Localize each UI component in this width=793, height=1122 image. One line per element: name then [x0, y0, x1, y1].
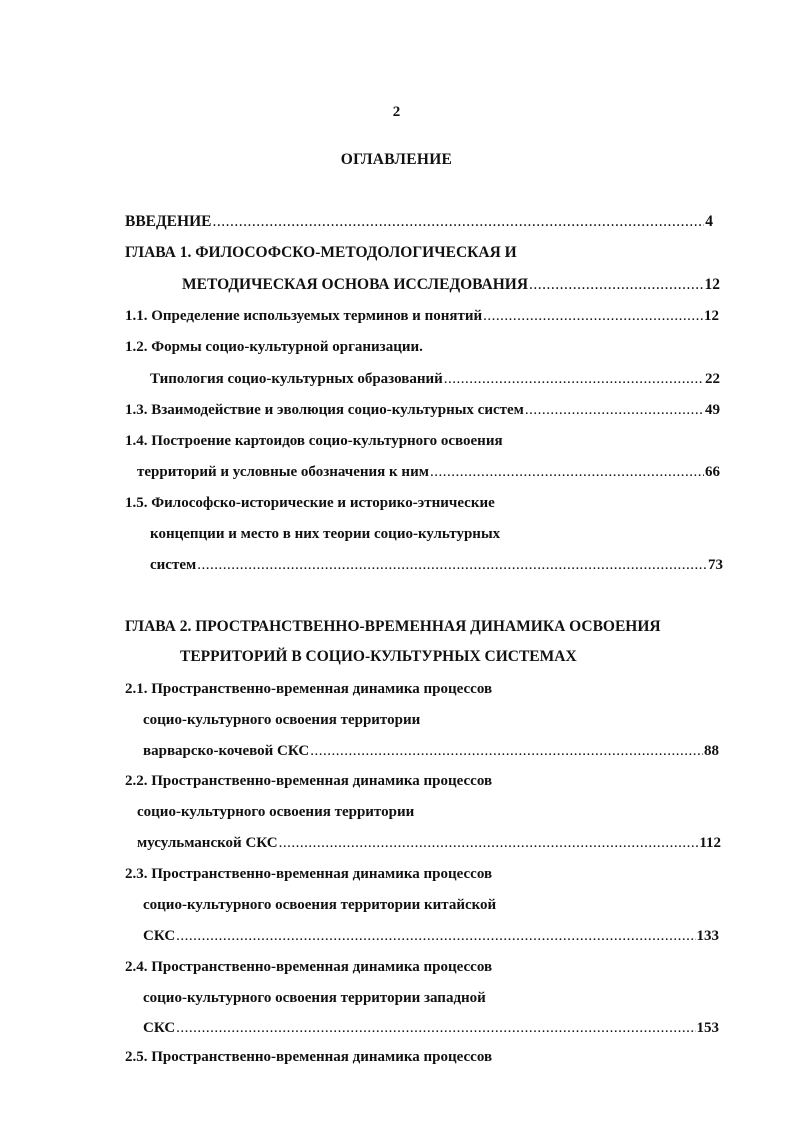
toc-section-2-2-line3[interactable]: [137, 832, 721, 854]
toc-section-1-5-line1[interactable]: 1.5. Философско-исторические и историко-этнические: [125, 495, 495, 511]
toc-section-2-3-line3[interactable]: [143, 925, 719, 947]
toc-page-number: 12: [704, 276, 720, 293]
toc-section-2-4-line2[interactable]: социо-культурного освоения территории западной: [143, 990, 486, 1006]
toc-page-number: 73: [708, 557, 723, 573]
toc-page-number: 88: [704, 743, 719, 759]
toc-entry-title: варварско-кочевой СКС: [143, 743, 310, 759]
toc-section-1-4-line2[interactable]: [137, 461, 720, 483]
toc-entry-title: Типология социо-культурных образований: [150, 371, 443, 387]
toc-entry-title: систем: [150, 557, 197, 573]
page-number: 2: [392, 104, 401, 120]
toc-section-1-3[interactable]: [125, 399, 720, 421]
toc-entry-title: СКС: [143, 1020, 176, 1036]
toc-section-2-4-line1[interactable]: 2.4. Пространственно-временная динамика процессов: [125, 959, 493, 975]
toc-entry-title: 1.1. Определение используемых терминов и понятий: [125, 308, 483, 324]
leader-dots: [279, 832, 699, 854]
toc-page-number: 112: [699, 835, 721, 851]
leader-dots: [197, 554, 707, 576]
toc-entry-title: 1.3. Взаимодействие и эволюция социо-культурных систем: [125, 402, 524, 418]
toc-section-2-5-line1[interactable]: 2.5. Пространственно-временная динамика процессов: [125, 1049, 493, 1065]
toc-chapter-1-line2[interactable]: [182, 274, 720, 296]
toc-page-number: 66: [705, 464, 720, 480]
toc-entry-intro[interactable]: [125, 211, 713, 233]
toc-section-2-1-line3[interactable]: [143, 740, 719, 762]
toc-section-2-4-line3[interactable]: [143, 1017, 719, 1039]
toc-chapter-2-line1[interactable]: ГЛАВА 2. ПРОСТРАНСТВЕННО-ВРЕМЕННАЯ ДИНАМИКА ОСВОЕНИЯ: [125, 618, 661, 635]
toc-section-1-4-line1[interactable]: 1.4. Построение картоидов социо-культурного освоения: [125, 433, 503, 449]
leader-dots: [444, 368, 704, 390]
toc-section-2-3-line1[interactable]: 2.3. Пространственно-временная динамика процессов: [125, 866, 493, 882]
toc-section-1-2-line1[interactable]: 1.2. Формы социо-культурной организации.: [125, 339, 423, 355]
leader-dots: [483, 305, 703, 327]
toc-section-2-2-line1[interactable]: 2.2. Пространственно-временная динамика процессов: [125, 773, 493, 789]
leader-dots: [176, 1017, 695, 1039]
toc-page-number: 4: [705, 213, 713, 230]
toc-page-number: 153: [696, 1020, 719, 1036]
toc-section-1-5-line2[interactable]: концепции и место в них теории социо-культурных: [150, 526, 501, 542]
leader-dots: [430, 461, 704, 483]
toc-page-number: 133: [696, 928, 719, 944]
toc-chapter-2-line2[interactable]: ТЕРРИТОРИЙ В СОЦИО-КУЛЬТУРНЫХ СИСТЕМАХ: [180, 648, 577, 665]
toc-entry-title: территорий и условные обозначения к ним: [137, 464, 429, 480]
toc-page-number: 22: [705, 371, 720, 387]
toc-entry-title: ВВЕДЕНИЕ: [125, 213, 212, 230]
leader-dots: [525, 399, 704, 421]
toc-section-2-2-line2[interactable]: социо-культурного освоения территории: [137, 804, 415, 820]
toc-section-2-1-line1[interactable]: 2.1. Пространственно-временная динамика процессов: [125, 681, 493, 697]
toc-heading: ОГЛАВЛЕНИЕ: [340, 151, 453, 168]
toc-entry-title: СКС: [143, 928, 176, 944]
toc-entry-title: МЕТОДИЧЕСКАЯ ОСНОВА ИССЛЕДОВАНИЯ: [182, 276, 529, 293]
toc-entry-title: мусульманской СКС: [137, 835, 278, 851]
toc-section-2-3-line2[interactable]: социо-культурного освоения территории китайской: [143, 897, 497, 913]
toc-section-1-1[interactable]: [125, 305, 719, 327]
leader-dots: [212, 211, 704, 233]
toc-section-1-2-line2[interactable]: [150, 368, 720, 390]
toc-page-number: 12: [704, 308, 719, 324]
toc-page-number: 49: [705, 402, 720, 418]
leader-dots: [529, 274, 703, 296]
toc-section-2-1-line2[interactable]: социо-культурного освоения территории: [143, 712, 421, 728]
leader-dots: [310, 740, 703, 762]
leader-dots: [176, 925, 695, 947]
toc-chapter-1-line1[interactable]: ГЛАВА 1. ФИЛОСОФСКО-МЕТОДОЛОГИЧЕСКАЯ И: [125, 244, 517, 261]
toc-section-1-5-line3[interactable]: [150, 554, 723, 576]
